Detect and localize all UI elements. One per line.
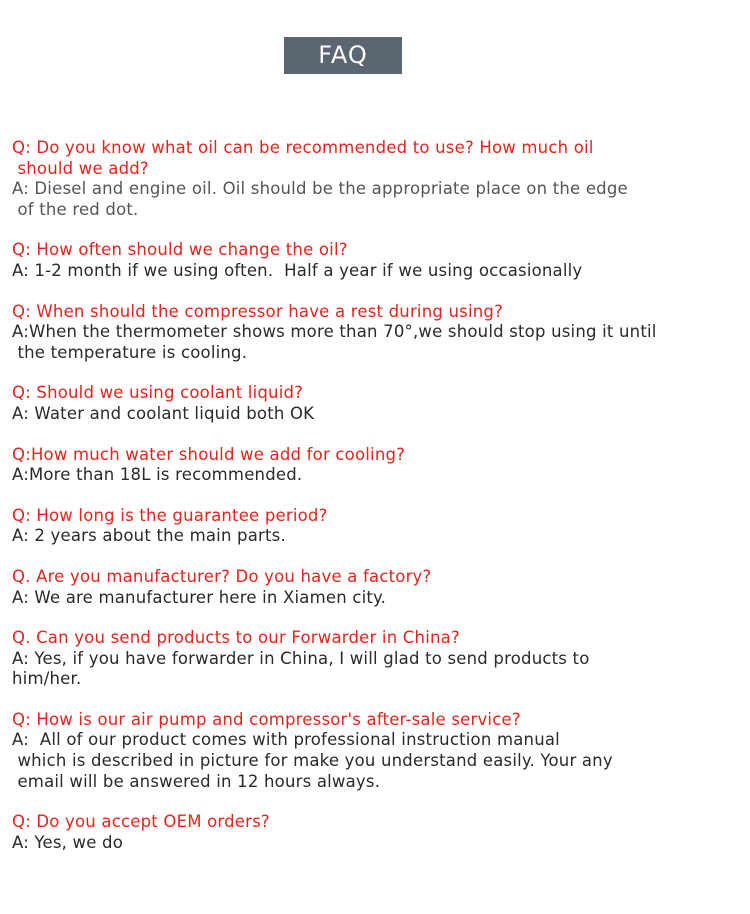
faq-item-6: [12, 506, 740, 547]
faq-item-3: [12, 302, 740, 364]
faq-answer: A: 2 years about the main parts.: [12, 526, 286, 546]
faq-answer: A: Diesel and engine oil. Oil should be the appropriate place on the edge of the red dot.: [12, 179, 628, 219]
faq-question: Q: How often should we change the oil?: [12, 240, 348, 260]
faq-answer: A: 1-2 month if we using often. Half a year if we using occasionally: [12, 260, 583, 280]
faq-item-1: [12, 138, 740, 220]
faq-question: Q:How much water should we add for cooling?: [12, 444, 406, 464]
faq-answer: A: All of our product comes with professional instruction manual which is described in picture for make you understand easily. Your any email will be answered in 12 hours always.: [12, 730, 613, 791]
faq-answer: A: We are manufacturer here in Xiamen city.: [12, 587, 387, 607]
faq-question: Q: How long is the guarantee period?: [12, 505, 328, 525]
faq-item-7: [12, 567, 740, 608]
faq-answer: A: Yes, we do: [12, 832, 123, 852]
faq-question: Q: How is our air pump and compressor's after-sale service?: [12, 709, 521, 729]
faq-answer: A: Water and coolant liquid both OK: [12, 403, 315, 423]
faq-item-4: [12, 383, 740, 424]
faq-item-8: [12, 628, 740, 690]
faq-item-9: [12, 710, 740, 792]
faq-question: Q: Do you know what oil can be recommended to use? How much oil should we add?: [12, 138, 594, 178]
faq-answer: A:More than 18L is recommended.: [12, 465, 303, 485]
faq-answer: A:When the thermometer shows more than 70°,we should stop using it until the temperature is cooling.: [12, 322, 657, 362]
faq-question: Q: Should we using coolant liquid?: [12, 383, 304, 403]
faq-title-banner: [284, 37, 402, 74]
faq-item-10: [12, 812, 740, 853]
faq-question: Q. Are you manufacturer? Do you have a factory?: [12, 566, 432, 586]
faq-list: [12, 138, 740, 873]
page-title: FAQ: [318, 41, 368, 69]
faq-item-5: [12, 445, 740, 486]
faq-question: Q: Do you accept OEM orders?: [12, 812, 270, 832]
faq-question: Q. Can you send products to our Forwarder in China?: [12, 628, 460, 648]
faq-answer: A: Yes, if you have forwarder in China, I will glad to send products to him/her.: [12, 648, 590, 689]
faq-item-2: [12, 240, 740, 281]
faq-question: Q: When should the compressor have a rest during using?: [12, 301, 504, 321]
